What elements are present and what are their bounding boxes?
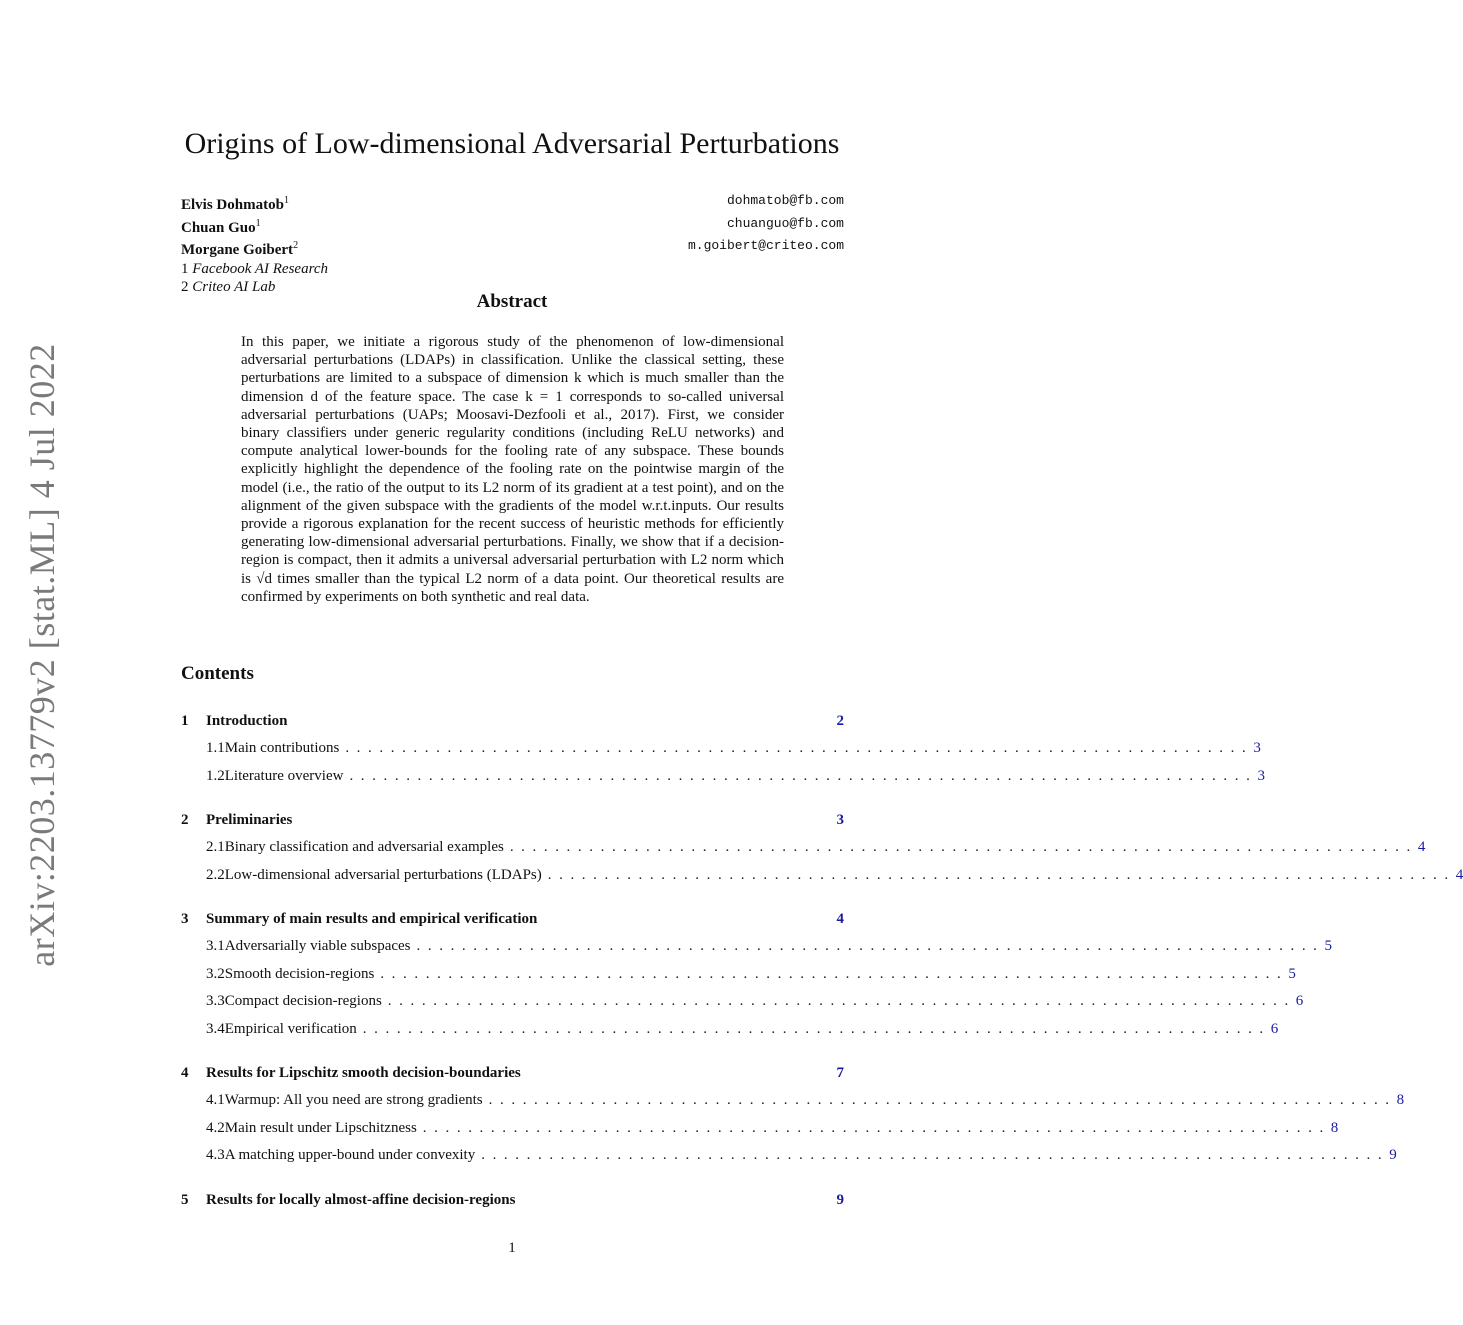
toc-section-number: 4	[181, 1065, 189, 1081]
toc-section-title: Introduction	[206, 713, 288, 729]
toc-subsection-number: 4.2	[206, 1119, 225, 1136]
toc-section-title: Results for locally almost-affine decision-regions	[206, 1191, 516, 1208]
toc-subsection-entry[interactable]	[181, 961, 1296, 989]
toc-subsection-number: 3.4	[206, 1020, 225, 1037]
toc-section-number: 2	[181, 812, 189, 828]
toc-gap	[181, 889, 844, 906]
affiliation: 2 Criteo AI Lab	[181, 279, 276, 295]
abstract-heading: Abstract	[476, 291, 548, 312]
toc-section-entry[interactable]	[181, 1060, 844, 1087]
toc-subsection-title: Main contributions	[224, 740, 340, 756]
toc-leader-dots: ................................................................................	[349, 767, 1258, 784]
toc-subsection-number: 3.2	[206, 965, 225, 982]
toc-section-number: 1	[181, 713, 189, 729]
toc-section-number: 3	[181, 911, 189, 927]
toc-leader-dots: ................................................................................	[387, 993, 1296, 1009]
toc-section-title: Results for Lipschitz smooth decision-boundaries	[206, 1065, 521, 1081]
toc-gap	[181, 790, 844, 807]
paper-title: Origins of Low-dimensional Adversarial Perturbations	[184, 127, 840, 160]
author-block	[181, 192, 844, 297]
toc-subsection-number: 1.2	[206, 767, 225, 784]
toc-page-link[interactable]: 9	[1389, 1147, 1397, 1163]
toc-page-link[interactable]: 2	[836, 713, 844, 729]
toc-subsection-entry[interactable]	[181, 988, 1304, 1016]
toc-page-link[interactable]: 8	[1396, 1092, 1405, 1108]
toc-subsection-entry[interactable]	[181, 735, 1261, 763]
author-name: Chuan Guo$^1$	[181, 217, 261, 236]
toc-leader-dots: ................................................................................	[488, 1092, 1397, 1108]
toc-leader-dots: ................................................................................	[362, 1020, 1271, 1037]
toc-subsection-title: Compact decision-regions	[224, 993, 382, 1009]
toc-page-link[interactable]: 3	[836, 812, 844, 828]
arxiv-stamp: arXiv:2203.13779v2 [stat.ML] 4 Jul 2022	[22, 343, 62, 967]
toc-gap	[181, 1043, 844, 1060]
toc-subsection-title: Binary classification and adversarial examples	[224, 839, 504, 855]
toc-gap	[181, 1170, 844, 1187]
author-row	[181, 215, 844, 238]
toc-subsection-number: 3.3	[206, 993, 225, 1009]
toc-leader-dots: ................................................................................	[422, 1119, 1331, 1136]
toc-section-title: Preliminaries	[206, 812, 293, 828]
toc-subsection-title: Adversarially viable subspaces	[224, 938, 411, 954]
author-row	[181, 237, 844, 260]
author-email[interactable]: chuanguo@fb.com	[726, 215, 844, 231]
toc-page-link[interactable]: 3	[1253, 740, 1261, 756]
toc-page-link[interactable]: 3	[1257, 767, 1265, 784]
toc-subsection-entry[interactable]	[181, 763, 1265, 791]
toc-leader-dots: ................................................................................	[481, 1147, 1390, 1163]
toc-leader-dots: ................................................................................	[345, 740, 1254, 756]
toc-subsection-title: Warmup: All you need are strong gradients	[224, 1092, 483, 1108]
toc-subsection-title: Smooth decision-regions	[224, 965, 375, 982]
page-number: 1	[508, 1240, 516, 1256]
affiliation: 1 Facebook AI Research	[181, 260, 329, 277]
contents-heading: Contents	[181, 663, 254, 684]
toc-section-entry[interactable]	[181, 906, 844, 933]
toc-subsection-entry[interactable]	[181, 862, 1463, 890]
toc-page-link[interactable]: 6	[1270, 1020, 1279, 1037]
toc-section-number: 5	[181, 1191, 189, 1208]
toc-section-entry[interactable]	[181, 708, 844, 735]
table-of-contents	[181, 708, 1463, 1214]
abstract-text: In this paper, we initiate a rigorous study of the phenomenon of low-dimensional adversarial perturbations (LDAPs) in classification. Unlike the classical setting, these perturbations are limited to a subspace of dimension k which is much smaller than the dimension d of the feature space. The case k = 1 corresponds to so-called universal adversarial perturbations (UAPs; Moosavi-Dezfooli et al., 2017). First, we consider binary classifiers under generic regularity conditions (including ReLU networks) and compute analytical lower-bounds for the fooling rate of any subspace. These bounds explicitly highlight the dependence of the fooling rate on the pointwise margin of the model (i.e., the ratio of the output to its L2 norm of its gradient at a test point), and on the alignment of the given subspace with the gradients of the model w.r.t.inputs. Our results provide a rigorous explanation for the recent success of heuristic methods for efficiently generating low-dimensional adversarial perturbations. Finally, we show that if a decision-region is compact, then it admits a universal adversarial perturbation with L2 norm which is √d times smaller than the typical L2 norm of a data point. Our theoretical results are confirmed by experiments on both synthetic and real data.	[241, 334, 784, 605]
toc-page-link[interactable]: 7	[836, 1065, 844, 1081]
toc-subsection-number: 1.1	[206, 740, 225, 756]
author-name: Elvis Dohmatob$^1$	[181, 195, 289, 213]
toc-leader-dots: ................................................................................	[547, 866, 1456, 883]
toc-leader-dots: ................................................................................	[509, 839, 1418, 855]
toc-section-title: Summary of main results and empirical verification	[206, 911, 538, 927]
toc-page-link[interactable]: 4	[1417, 839, 1426, 855]
toc-subsection-title: Main result under Lipschitzness	[224, 1119, 417, 1136]
toc-page-link[interactable]: 5	[1324, 938, 1333, 954]
toc-subsection-number: 4.3	[206, 1147, 225, 1163]
toc-subsection-title: Low-dimensional adversarial perturbations (LDAPs)	[224, 866, 542, 883]
toc-leader-dots: ................................................................................	[380, 965, 1289, 982]
toc-leader-dots: ................................................................................	[416, 938, 1325, 954]
toc-subsection-title: A matching upper-bound under convexity	[224, 1147, 476, 1163]
toc-subsection-entry[interactable]	[181, 1016, 1279, 1044]
toc-section-entry[interactable]	[181, 1187, 844, 1214]
author-row	[181, 192, 844, 215]
toc-page-link[interactable]: 6	[1295, 993, 1304, 1009]
toc-subsection-number: 2.1	[206, 839, 225, 855]
toc-page-link[interactable]: 5	[1288, 965, 1296, 982]
toc-subsection-entry[interactable]	[181, 834, 1426, 862]
toc-page-link[interactable]: 8	[1330, 1119, 1339, 1136]
toc-subsection-entry[interactable]	[181, 1142, 1397, 1170]
author-name: Morgane Goibert$^2$	[181, 240, 299, 258]
author-email[interactable]: dohmatob@fb.com	[726, 193, 844, 208]
author-email[interactable]: m.goibert@criteo.com	[687, 238, 844, 253]
toc-subsection-number: 3.1	[206, 938, 225, 954]
toc-subsection-number: 4.1	[206, 1092, 225, 1108]
toc-subsection-entry[interactable]	[181, 1115, 1339, 1143]
toc-page-link[interactable]: 9	[836, 1191, 844, 1208]
toc-section-entry[interactable]	[181, 807, 844, 834]
toc-subsection-number: 2.2	[206, 866, 225, 883]
toc-subsection-title: Empirical verification	[224, 1020, 357, 1037]
toc-subsection-entry[interactable]	[181, 933, 1333, 961]
toc-subsection-title: Literature overview	[224, 767, 344, 784]
toc-page-link[interactable]: 4	[1455, 866, 1463, 883]
toc-page-link[interactable]: 4	[836, 911, 844, 927]
toc-subsection-entry[interactable]	[181, 1087, 1405, 1115]
